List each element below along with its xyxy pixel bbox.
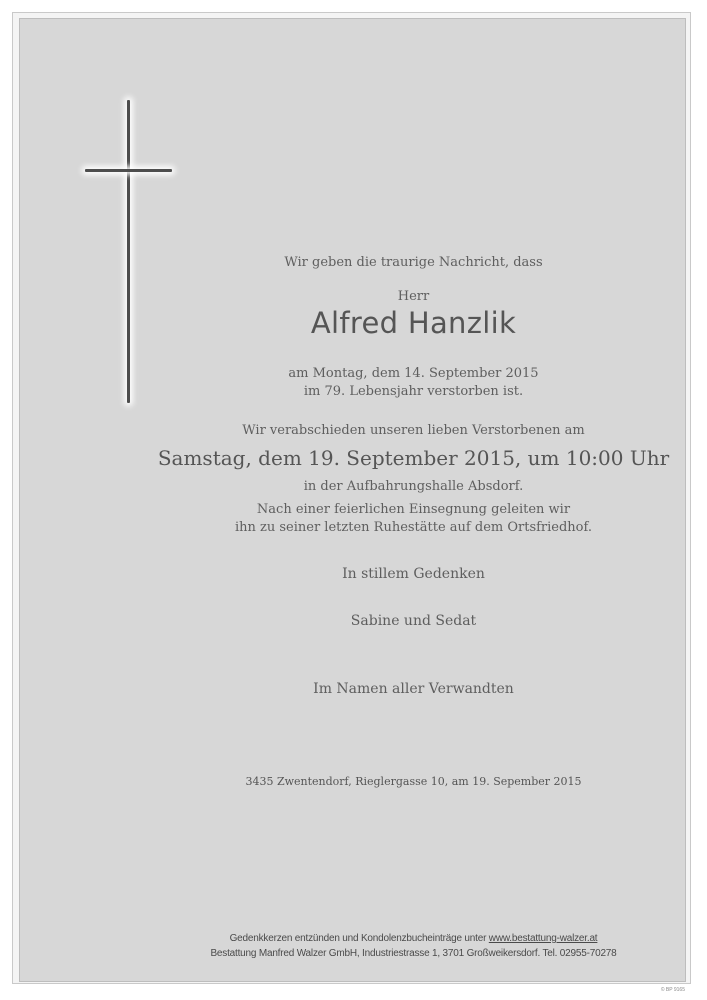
copyright-mark: © BP 9165 <box>660 987 685 993</box>
remembrance-text: In stillem Gedenken <box>342 566 485 582</box>
death-age: im 79. Lebensjahr verstorben ist. <box>303 384 524 399</box>
mourners-text: Sabine und Sedat <box>350 613 477 629</box>
address-date: 3435 Zwentendorf, Rieglergasse 10, am 19. Sepember 2015 <box>245 775 582 788</box>
salutation: Herr <box>397 289 430 304</box>
footer-line-1-text: Gedenkkerzen entzünden und Kondolenzbucheinträge unter <box>229 933 489 944</box>
farewell-text: Wir verabschieden unseren lieben Verstorbenen am <box>242 423 585 438</box>
ceremony-place: in der Aufbahrungshalle Absdorf. <box>303 479 524 494</box>
funeral-home-link[interactable]: www.bestattung-walzer.at <box>488 933 598 944</box>
intro-text: Wir geben die traurige Nachricht, dass <box>284 255 543 270</box>
footer-line-2: Bestattung Manfred Walzer GmbH, Industriestrasse 1, 3701 Großweikersdorf. Tel. 02955-70278 <box>210 948 617 959</box>
death-date: am Montag, dem 14. September 2015 <box>288 366 539 381</box>
cross-icon <box>127 100 130 403</box>
footer-line-1 <box>95 933 707 944</box>
obituary-card <box>19 18 686 982</box>
relatives-text: Im Namen aller Verwandten <box>313 681 514 697</box>
cross-icon-bar <box>85 169 172 172</box>
deceased-name: Alfred Hanzlik <box>310 306 517 340</box>
burial-line-2: ihn zu seiner letzten Ruhestätte auf dem Ortsfriedhof. <box>234 520 592 535</box>
ceremony-date: Samstag, dem 19. September 2015, um 10:00 Uhr <box>157 446 670 470</box>
burial-line-1: Nach einer feierlichen Einsegnung geleiten wir <box>256 502 571 517</box>
